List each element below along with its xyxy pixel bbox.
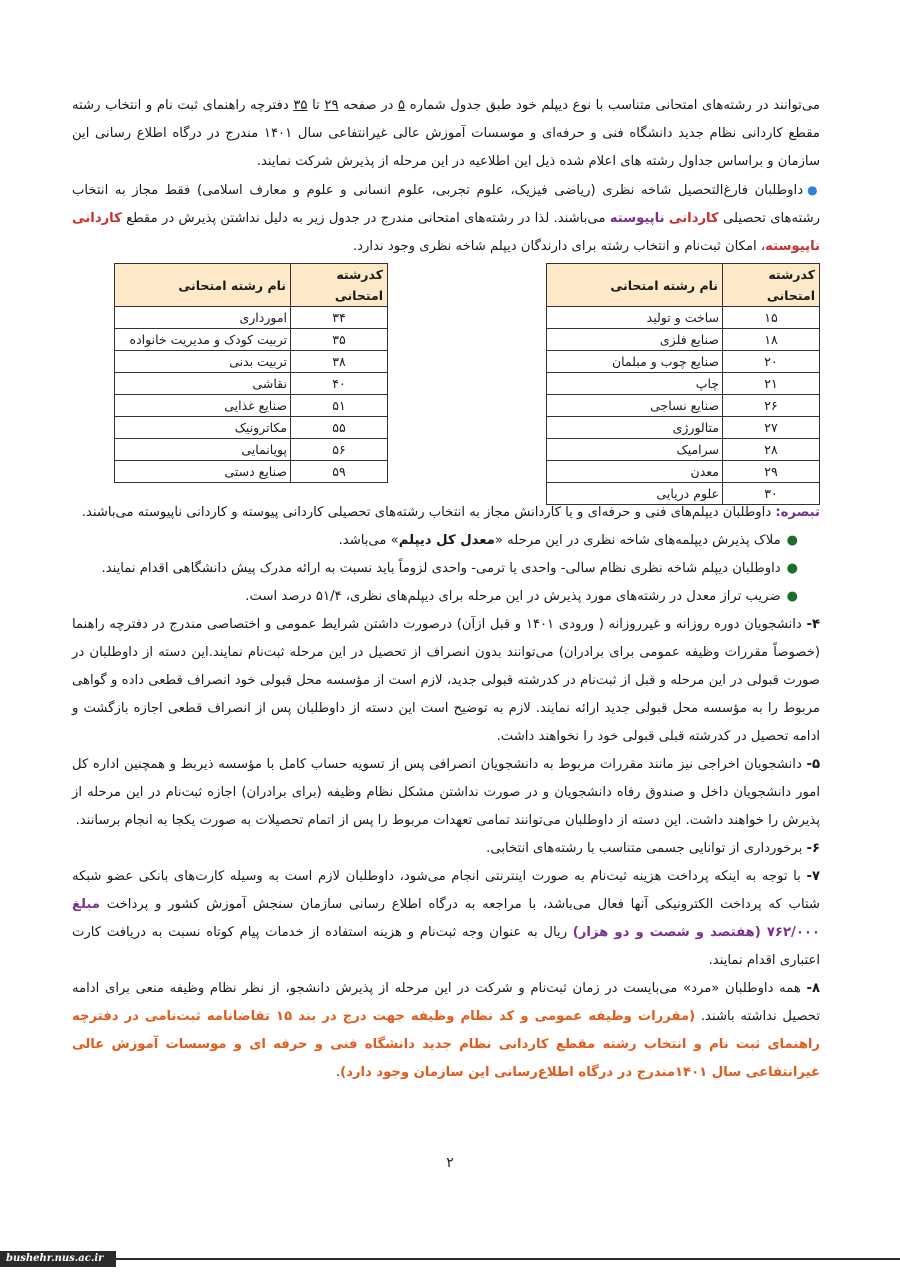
bullet-text: ضریب تراز معدل در رشته‌های مورد پذیرش در این مرحله برای دیپلم‌های نظری، ۵۱/۴ درصد است.	[245, 589, 781, 604]
item-number: ۸-	[806, 981, 820, 996]
footer-url-link[interactable]: bushehr.nus.ac.ir	[0, 1251, 116, 1267]
field-code-cell: ۲۶	[723, 395, 820, 417]
field-code-cell: ۲۱	[723, 373, 820, 395]
bullet-icon: ●	[786, 589, 798, 604]
table-row	[547, 373, 820, 395]
item-number: ۷-	[806, 869, 820, 884]
bullet-icon: ●	[786, 533, 798, 548]
field-name-cell: متالورژی	[547, 417, 723, 439]
field-name-cell: امورداری	[115, 307, 291, 329]
theory-paragraph	[72, 176, 820, 261]
item-4	[72, 611, 820, 751]
field-code-cell: ۳۴	[291, 307, 388, 329]
fee-amount: مبلغ ۷۶۲/۰۰۰ (هفتصد و شصت و دو هزار)	[72, 897, 820, 940]
item-number: ۴-	[806, 617, 820, 632]
field-name-cell: صنایع چوب و مبلمان	[547, 351, 723, 373]
field-name-cell: نقاشی	[115, 373, 291, 395]
field-code-cell: ۲۷	[723, 417, 820, 439]
bullet-text: داوطلبان دیپلم شاخه نظری نظام سالی- واحدی یا ترمی- واحدی لزوماً باید نسبت به ارائه مدرک پیش دانشگاهی اقدام نمایند.	[101, 561, 781, 576]
column-header-code: کدرشته امتحانی	[291, 264, 388, 307]
field-code-cell: ۱۸	[723, 329, 820, 351]
intro-text: می‌توانند در رشته‌های امتحانی متناسب با نوع دیپلم خود طبق جدول شماره	[405, 98, 820, 113]
field-name-cell: پویانمایی	[115, 439, 291, 461]
item-text: دانشجویان اخراجی نیز مانند مقررات مربوط به دانشجویان انصرافی پس از تسویه حساب کامل با مؤسسه ذیربط و همچنین اداره کل امور دانشجویان داخل و صندوق رفاه دانشجویان و در صورت نداشتن مشکل نظام وظیفه (برای برادران) اجازه ثبت‌نام در این مرحله از پذیرش را خواهند داشت. این دسته از داوطلبان می‌توانند تمامی تعهدات مربوط را پس از اتمام تحصیلات به صورت یکجا به انجام برسانند.	[72, 757, 820, 828]
table-row	[547, 307, 820, 329]
table-row	[115, 395, 388, 417]
highlight-kardani: کاردانی	[668, 211, 719, 226]
table-row	[547, 417, 820, 439]
table-row	[547, 395, 820, 417]
intro-text: در صفحه	[338, 98, 399, 113]
table-row	[547, 351, 820, 373]
item-number: ۶-	[806, 841, 820, 856]
field-code-cell: ۵۵	[291, 417, 388, 439]
field-name-cell: معدن	[547, 461, 723, 483]
item-text: همه داوطلبان «مرد» می‌بایست در زمان ثبت‌نام و شرکت در این مرحله از پذیرش دانشجو، از نظر نظام وظیفه منعی برای ادامه تحصیل نداشته باشند.	[72, 981, 820, 1024]
table-row	[115, 373, 388, 395]
item-text: دانشجویان دوره روزانه و غیرروزانه ( ورودی ۱۴۰۱ و قبل ازآن) درصورت داشتن شرایط عمومی و اختصاصی مندرج در دفترچه راهنما (خصوصاً مقررات وظیفه عمومی برای برادران) می‌توانند بدون انصراف از تحصیل در این مرحله ثبت‌نام نمایند.این دسته از داوطلبان در صورت قبولی در این مرحله و قبل از ثبت‌نام در کدرشته قبولی جدید، لازم است از مؤسسه محل قبولی خود انصراف قطعی داده و گواهی مربوط را به مؤسسه محل قبولی جدید ارائه نمایند. لازم به توضیح است این دسته از داوطلبان پس از انصراف قطعی اجازه بازگشت و ادامه تحصیل در کدرشته قبلی قبولی خود را نخواهند داشت.	[72, 617, 820, 744]
item-5	[72, 751, 820, 835]
field-name-cell: مکاترونیک	[115, 417, 291, 439]
bullet-item-2	[72, 555, 820, 583]
theory-text: می‌باشند. لذا در رشته‌های امتحانی مندرج در جدول زیر به دلیل نداشتن پذیرش در مقطع	[121, 211, 610, 226]
field-name-cell: صنایع دستی	[115, 461, 291, 483]
bullet-text: ملاک پذیرش دیپلمه‌های شاخه نظری در این مرحله «	[494, 533, 781, 548]
field-name-cell: ساخت و تولید	[547, 307, 723, 329]
bullet-icon: ●	[786, 561, 798, 576]
note-text: داوطلبان دیپلم‌های فنی و حرفه‌ای و یا کاردانش مجاز به انتخاب رشته‌های تحصیلی کاردانی پیوسته و کاردانی ناپیوسته می‌باشند.	[81, 505, 776, 520]
footer-bar	[0, 1251, 900, 1267]
table-row	[115, 329, 388, 351]
item-8	[72, 975, 820, 1087]
highlight-napeyvaste: ناپیوسته	[609, 211, 665, 226]
footer-divider	[116, 1258, 900, 1260]
field-code-cell: ۲۹	[723, 461, 820, 483]
field-code-cell: ۲۸	[723, 439, 820, 461]
theory-text: ، امکان ثبت‌نام و انتخاب رشته برای دارندگان دیپلم شاخه نظری وجود ندارد.	[352, 239, 766, 254]
table-body	[547, 307, 820, 505]
field-code-cell: ۳۸	[291, 351, 388, 373]
table-header-row	[115, 264, 388, 307]
table-row	[547, 483, 820, 505]
page-number: ۲	[446, 1155, 454, 1171]
table-row	[547, 329, 820, 351]
table-row	[115, 461, 388, 483]
field-code-cell: ۳۰	[723, 483, 820, 505]
bullet-item-3	[72, 583, 820, 611]
table-number: ۵	[398, 98, 406, 113]
item-6	[72, 835, 820, 863]
table-row	[547, 461, 820, 483]
table-row	[547, 439, 820, 461]
note-label: تبصره:	[775, 505, 820, 520]
table-row	[115, 351, 388, 373]
item-text: ریال به عنوان وجه ثبت‌نام و هزینه استفاده از خدمات پیام کوتاه نسبت به دریافت کارت اعتباری اقدام نمایند.	[72, 925, 820, 968]
item-text: برخورداری از توانایی جسمی متناسب با رشته‌های انتخابی.	[486, 841, 807, 856]
intro-text: دفترچه راهنمای ثبت نام و انتخاب رشته مقطع کاردانی نظام جدید دانشگاه فنی و حرفه‌ای و موسسات آموزش عالی غیرانتفاعی سال ۱۴۰۱ مندرج در درگاه اطلاع رسانی این سازمان و براساس جداول رشته های اعلام شده ذیل این اطلاعیه در این مرحله از پذیرش شرکت نمایند.	[72, 98, 820, 169]
field-code-cell: ۴۰	[291, 373, 388, 395]
document-body	[72, 92, 820, 1087]
theory-text: داوطلبان فارغ‌التحصیل شاخه نظری (ریاضی فیزیک، علوم تجربی، علوم انسانی و علوم و معارف اسلامی) فقط مجاز به انتخاب رشته‌های تحصیلی	[72, 183, 820, 226]
intro-paragraph	[72, 92, 820, 176]
field-code-cell: ۵۹	[291, 461, 388, 483]
table-header-row	[547, 264, 820, 307]
page-ref-end: ۳۵	[293, 98, 308, 113]
field-code-cell: ۵۱	[291, 395, 388, 417]
highlight-kardani-napeyvaste: کاردانی ناپیوسته	[72, 211, 820, 254]
bullet-bold-text: معدل کل دیپلم	[398, 533, 495, 548]
field-name-cell: تربیت کودک و مدیریت خانواده	[115, 329, 291, 351]
field-code-cell: ۲۰	[723, 351, 820, 373]
bullet-item-1	[72, 527, 820, 555]
field-name-cell: تربیت بدنی	[115, 351, 291, 373]
field-name-cell: صنایع فلزی	[547, 329, 723, 351]
military-service-note: (مقررات وظیفه عمومی و کد نظام وظیفه جهت درج در بند ۱۵ تقاضانامه ثبت‌نامی در دفترچه راهنمای ثبت نام و انتخاب رشته مقطع کاردانی نظام جدید دانشگاه فنی و حرفه ای و موسسات آموزش عالی غیرانتفاعی سال ۱۴۰۱مندرج در درگاه اطلاع‌رسانی این سازمان وجود دارد)	[72, 1009, 820, 1080]
field-name-cell: علوم دریایی	[547, 483, 723, 505]
item-7	[72, 863, 820, 975]
bullet-icon: ●	[807, 183, 820, 197]
column-header-name: نام رشته امتحانی	[547, 264, 723, 307]
fields-table-right	[546, 263, 820, 505]
field-name-cell: چاپ	[547, 373, 723, 395]
column-header-code: کدرشته امتحانی	[723, 264, 820, 307]
item-text: .	[335, 1065, 341, 1080]
table-row	[115, 417, 388, 439]
field-code-cell: ۱۵	[723, 307, 820, 329]
fields-tables	[72, 263, 820, 499]
page-ref-start: ۲۹	[324, 98, 339, 113]
table-row	[115, 439, 388, 461]
table-body	[115, 307, 388, 483]
bullet-text: » می‌باشد.	[338, 533, 399, 548]
field-name-cell: صنایع نساجی	[547, 395, 723, 417]
fields-table-left	[114, 263, 388, 483]
item-number: ۵-	[806, 757, 820, 772]
field-name-cell: سرامیک	[547, 439, 723, 461]
column-header-name: نام رشته امتحانی	[115, 264, 291, 307]
item-text: با توجه به اینکه پرداخت هزینه ثبت‌نام به صورت اینترنتی انجام می‌شود، داوطلبان لازم است به وسیله کارت‌های بانکی عضو شبکه شتاب که پرداخت الکترونیکی آنها فعال می‌باشد، با مراجعه به درگاه اطلاع رسانی سازمان سنجش آموزش کشور و پرداخت	[72, 869, 820, 912]
field-code-cell: ۵۶	[291, 439, 388, 461]
field-code-cell: ۳۵	[291, 329, 388, 351]
field-name-cell: صنایع غذایی	[115, 395, 291, 417]
table-row	[115, 307, 388, 329]
intro-text: تا	[307, 98, 325, 113]
